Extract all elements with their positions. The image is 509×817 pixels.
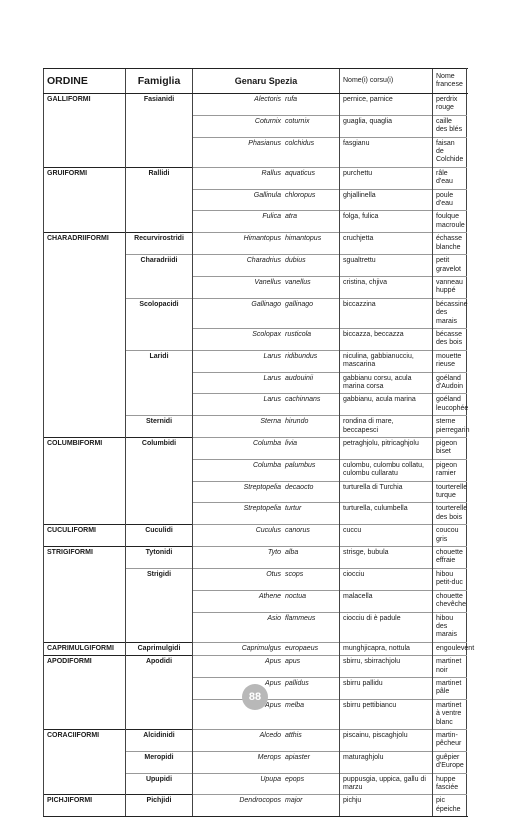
nome-corsu-cell: culombu, culombu collatu, culombu cullaratu	[340, 459, 433, 481]
genaru-spezia-cell	[193, 547, 340, 569]
nome-corsu-cell: turturella di Turchia	[340, 481, 433, 503]
genaru-spezia-cell	[193, 298, 340, 328]
genus-name: Scolopax	[252, 330, 281, 338]
nome-corsu-cell: rondina di mare, beccapesci	[340, 416, 433, 438]
genaru-spezia-cell	[193, 590, 340, 612]
genus-name: Alectoris	[254, 96, 281, 103]
genus-name: Athene	[258, 592, 281, 600]
species-name: dubius	[285, 257, 306, 265]
famiglia-cell: Cuculidi	[126, 525, 193, 547]
species-name: audouinii	[285, 374, 314, 382]
table-row	[44, 372, 467, 394]
header-nome-francese: Nome francese	[433, 69, 467, 94]
species-name: europaeus	[285, 644, 319, 652]
nome-francese-cell: sterne pierregarin	[433, 416, 467, 438]
ordine-cell	[44, 751, 126, 773]
nome-francese-cell: perdrix rouge	[433, 94, 467, 116]
nome-francese-cell: martinet noir	[433, 656, 467, 678]
genus-name: Dendrocopos	[239, 797, 281, 805]
genaru-spezia-cell	[193, 525, 340, 547]
nome-corsu-cell: ciocciu di è padule	[340, 612, 433, 642]
famiglia-cell: Columbidi	[126, 438, 193, 460]
ordine-cell	[44, 276, 126, 298]
table-row	[44, 350, 467, 372]
famiglia-cell	[126, 612, 193, 642]
genus-name: Himantopus	[243, 235, 281, 243]
genus-name: Otus	[266, 570, 281, 578]
famiglia-cell	[126, 137, 193, 167]
genaru-spezia-cell	[193, 642, 340, 655]
table-row	[44, 547, 467, 569]
nome-francese-cell: pigeon ramier	[433, 459, 467, 481]
ordine-cell: PICHJIFORMI	[44, 795, 126, 817]
genaru-spezia-cell	[193, 255, 340, 277]
nome-corsu-cell: biccazzina	[340, 298, 433, 328]
genaru-spezia-cell	[193, 416, 340, 438]
nome-francese-cell: martinet à ventre blanc	[433, 699, 467, 729]
table-row	[44, 795, 467, 817]
ordine-cell	[44, 115, 126, 137]
nome-francese-cell: caille des blés	[433, 115, 467, 137]
nome-francese-cell: guêpier d'Europe	[433, 751, 467, 773]
genaru-spezia-cell	[193, 438, 340, 460]
genus-name: Streptopelia	[243, 483, 281, 491]
nome-corsu-cell: folga, fulica	[340, 211, 433, 233]
nome-francese-cell: échasse blanche	[433, 233, 467, 255]
genus-name: Columba	[252, 440, 281, 447]
genaru-spezia-cell	[193, 350, 340, 372]
table-row	[44, 276, 467, 298]
famiglia-cell	[126, 328, 193, 350]
species-name: alba	[285, 549, 299, 557]
famiglia-cell: Strigidi	[126, 568, 193, 590]
nome-corsu-cell: turturella, culumbella	[340, 503, 433, 525]
ordine-cell	[44, 677, 126, 699]
nome-corsu-cell: pernice, parnice	[340, 94, 433, 116]
nome-corsu-cell: gabbianu corsu, acula marina corsa	[340, 372, 433, 394]
species-name: coturnix	[285, 117, 310, 125]
nome-corsu-cell: gabbianu, acula marina	[340, 394, 433, 416]
table-row	[44, 773, 467, 795]
famiglia-cell: Charadriidi	[126, 255, 193, 277]
genaru-spezia-cell	[193, 211, 340, 233]
nome-francese-cell: goéland leucophée	[433, 394, 467, 416]
ordine-cell: CUCULIFORMI	[44, 525, 126, 547]
genaru-spezia-cell	[193, 372, 340, 394]
genaru-spezia-cell	[193, 137, 340, 167]
nome-francese-cell: pigeon biset	[433, 438, 467, 460]
table-row	[44, 298, 467, 328]
nome-corsu-cell: cruchjetta	[340, 233, 433, 255]
species-name: vanellus	[285, 278, 311, 286]
famiglia-cell: Scolopacidi	[126, 298, 193, 328]
famiglia-cell: Recurvirostridi	[126, 233, 193, 255]
famiglia-cell	[126, 590, 193, 612]
genus-name: Alcedo	[259, 731, 281, 739]
species-name: canorus	[285, 527, 310, 535]
nome-corsu-cell: ciocciu	[340, 568, 433, 590]
species-name: rufa	[285, 96, 298, 103]
ordine-cell	[44, 459, 126, 481]
table-row	[44, 115, 467, 137]
genaru-spezia-cell	[193, 233, 340, 255]
ordine-cell	[44, 481, 126, 503]
species-name: scops	[285, 570, 304, 578]
genaru-spezia-cell	[193, 503, 340, 525]
famiglia-cell: Fasianidi	[126, 94, 193, 116]
famiglia-cell: Alcidinidi	[126, 729, 193, 751]
genaru-spezia-cell	[193, 94, 340, 116]
genus-name: Tyto	[267, 549, 281, 557]
ordine-cell	[44, 298, 126, 328]
nome-francese-cell: hibou petit-duc	[433, 568, 467, 590]
nome-francese-cell: coucou gris	[433, 525, 467, 547]
genaru-spezia-cell	[193, 795, 340, 817]
nome-corsu-cell: sbirru pallidu	[340, 677, 433, 699]
nome-francese-cell: tourterelle des bois	[433, 503, 467, 525]
table-row	[44, 503, 467, 525]
species-name: aquaticus	[285, 169, 315, 177]
ordine-cell	[44, 394, 126, 416]
table-row	[44, 438, 467, 460]
ordine-cell: CORACIIFORMI	[44, 729, 126, 751]
table-row	[44, 416, 467, 438]
nome-corsu-cell: ghjallinella	[340, 189, 433, 211]
famiglia-cell	[126, 189, 193, 211]
nome-corsu-cell: pichju	[340, 795, 433, 817]
genus-name: Larus	[263, 352, 281, 360]
famiglia-cell: Meropidi	[126, 751, 193, 773]
genus-name: Vanellus	[254, 278, 281, 286]
famiglia-cell	[126, 276, 193, 298]
genaru-spezia-cell	[193, 656, 340, 678]
table-row	[44, 211, 467, 233]
table-row	[44, 481, 467, 503]
genus-name: Apus	[265, 679, 281, 687]
genus-name: Sterna	[260, 418, 281, 426]
genaru-spezia-cell	[193, 773, 340, 795]
table-row	[44, 612, 467, 642]
famiglia-cell	[126, 459, 193, 481]
famiglia-cell	[126, 699, 193, 729]
nome-corsu-cell: sbirru, sbirrachjolu	[340, 656, 433, 678]
famiglia-cell: Tytonidi	[126, 547, 193, 569]
species-name: turtur	[285, 505, 302, 513]
genus-name: Larus	[263, 396, 281, 404]
nome-corsu-cell: strisge, bubula	[340, 547, 433, 569]
species-name: epops	[285, 775, 305, 783]
genus-name: Merops	[257, 753, 281, 761]
famiglia-cell	[126, 211, 193, 233]
ordine-cell: GRUIFORMI	[44, 167, 126, 189]
nome-francese-cell: faisan de Colchide	[433, 137, 467, 167]
genus-name: Charadrius	[246, 257, 281, 265]
species-name: palumbus	[285, 461, 316, 469]
nome-francese-cell: martin-pêcheur	[433, 729, 467, 751]
species-name: chloropus	[285, 191, 316, 199]
nome-francese-cell: hibou des marais	[433, 612, 467, 642]
ordine-cell	[44, 328, 126, 350]
nome-corsu-cell: purchettu	[340, 167, 433, 189]
table-row	[44, 642, 467, 655]
species-name: gallinago	[285, 300, 314, 308]
nome-francese-cell: chouette chevêche	[433, 590, 467, 612]
genaru-spezia-cell	[193, 189, 340, 211]
genaru-spezia-cell	[193, 394, 340, 416]
nome-corsu-cell: munghjicapra, nottula	[340, 642, 433, 655]
table-row	[44, 459, 467, 481]
table-row	[44, 394, 467, 416]
species-name: apiaster	[285, 753, 310, 761]
species-name: decaocto	[285, 483, 314, 491]
famiglia-cell: Rallidi	[126, 167, 193, 189]
genaru-spezia-cell	[193, 751, 340, 773]
nome-corsu-cell: piscainu, piscaghjolu	[340, 729, 433, 751]
nome-corsu-cell: cristina, chjiva	[340, 276, 433, 298]
table-row	[44, 137, 467, 167]
genus-name: Columba	[252, 461, 281, 469]
famiglia-cell	[126, 394, 193, 416]
nome-corsu-cell: biccazza, beccazza	[340, 328, 433, 350]
nome-francese-cell: pic épeiche	[433, 795, 467, 817]
table-row	[44, 233, 467, 255]
species-name: rusticola	[285, 330, 312, 338]
ordine-cell	[44, 189, 126, 211]
table-row	[44, 189, 467, 211]
nome-corsu-cell: sbirru pettibiancu	[340, 699, 433, 729]
genus-name: Streptopelia	[243, 505, 281, 513]
famiglia-cell	[126, 372, 193, 394]
ordine-cell	[44, 590, 126, 612]
table-row	[44, 255, 467, 277]
ordine-cell: GALLIFORMI	[44, 94, 126, 116]
page-number: 88	[242, 684, 268, 710]
ordine-cell: COLUMBIFORMI	[44, 438, 126, 460]
nome-francese-cell: râle d'eau	[433, 167, 467, 189]
nome-corsu-cell: malacella	[340, 590, 433, 612]
nome-francese-cell: tourterelle turque	[433, 481, 467, 503]
species-name: noctua	[285, 592, 307, 600]
ordine-cell	[44, 416, 126, 438]
species-name: cachinnans	[285, 396, 321, 404]
species-name: colchidus	[285, 139, 315, 147]
nome-corsu-cell: fasgianu	[340, 137, 433, 167]
species-name: apus	[285, 658, 301, 666]
nome-corsu-cell: niculina, gabbianucciu, mascarina	[340, 350, 433, 372]
nome-corsu-cell: petraghjolu, pitricaghjolu	[340, 438, 433, 460]
genus-name: Rallus	[261, 169, 281, 177]
genus-name: Asio	[267, 614, 281, 622]
nome-francese-cell: engoulevent	[433, 642, 467, 655]
ordine-cell	[44, 568, 126, 590]
genus-name: Apus	[265, 701, 281, 709]
ordine-cell	[44, 372, 126, 394]
genus-name: Cuculus	[255, 527, 281, 535]
header-genaru-spezia: Genaru Spezia	[193, 69, 340, 94]
genaru-spezia-cell	[193, 328, 340, 350]
nome-francese-cell: mouette rieuse	[433, 350, 467, 372]
nome-francese-cell: petit gravelot	[433, 255, 467, 277]
ordine-cell	[44, 773, 126, 795]
nome-francese-cell: huppe fasciée	[433, 773, 467, 795]
genaru-spezia-cell	[193, 568, 340, 590]
table-row	[44, 729, 467, 751]
table-row	[44, 751, 467, 773]
nome-corsu-cell: sgualtrettu	[340, 255, 433, 277]
genus-name: Upupa	[260, 775, 281, 783]
ordine-cell	[44, 350, 126, 372]
nome-francese-cell: goéland d'Audoin	[433, 372, 467, 394]
famiglia-cell	[126, 115, 193, 137]
ordine-cell: CAPRIMULGIFORMI	[44, 642, 126, 655]
genaru-spezia-cell	[193, 459, 340, 481]
header-ordine: ORDINE	[44, 69, 126, 94]
species-name: melba	[285, 701, 305, 709]
table-row	[44, 328, 467, 350]
ordine-cell: CHARADRIIFORMI	[44, 233, 126, 255]
nome-francese-cell: foulque macroule	[433, 211, 467, 233]
ordine-cell	[44, 503, 126, 525]
nome-corsu-cell: guaglia, quaglia	[340, 115, 433, 137]
famiglia-cell	[126, 481, 193, 503]
genaru-spezia-cell	[193, 729, 340, 751]
nome-corsu-cell: puppusgia, uppica, gallu di marzu	[340, 773, 433, 795]
ordine-cell	[44, 612, 126, 642]
famiglia-cell: Laridi	[126, 350, 193, 372]
genaru-spezia-cell	[193, 481, 340, 503]
genus-name: Gallinula	[253, 191, 281, 199]
ordine-cell	[44, 255, 126, 277]
nome-corsu-cell: maturaghjolu	[340, 751, 433, 773]
species-name: major	[285, 797, 303, 805]
nome-francese-cell: chouette effraie	[433, 547, 467, 569]
table-row	[44, 167, 467, 189]
genaru-spezia-cell	[193, 276, 340, 298]
famiglia-cell: Upupidi	[126, 773, 193, 795]
genaru-spezia-cell	[193, 115, 340, 137]
header-famiglia: Famiglia	[126, 69, 193, 94]
nome-francese-cell: bécasse des bois	[433, 328, 467, 350]
genus-name: Fulica	[262, 213, 281, 221]
genus-name: Caprimulgus	[241, 644, 281, 652]
species-name: atra	[285, 213, 298, 221]
famiglia-cell: Apodidi	[126, 656, 193, 678]
ordine-cell	[44, 211, 126, 233]
ordine-cell: APODIFORMI	[44, 656, 126, 678]
famiglia-cell	[126, 677, 193, 699]
species-name: himantopus	[285, 235, 322, 243]
table-row	[44, 568, 467, 590]
genaru-spezia-cell	[193, 612, 340, 642]
genus-name: Apus	[265, 658, 281, 666]
table-header-row	[44, 69, 467, 94]
table-row	[44, 590, 467, 612]
species-name: pallidus	[285, 679, 309, 687]
genus-name: Coturnix	[254, 117, 281, 125]
genus-name: Gallinago	[251, 300, 281, 308]
species-name: flammeus	[285, 614, 316, 622]
species-name: atthis	[285, 731, 302, 739]
nome-corsu-cell: cuccu	[340, 525, 433, 547]
genaru-spezia-cell	[193, 167, 340, 189]
genus-name: Larus	[263, 374, 281, 382]
nome-francese-cell: poule d'eau	[433, 189, 467, 211]
famiglia-cell: Caprimulgidi	[126, 642, 193, 655]
table-row	[44, 525, 467, 547]
header-nome-corsu: Nome(i) corsu(i)	[340, 69, 433, 94]
ordine-cell: STRIGIFORMI	[44, 547, 126, 569]
table-row	[44, 94, 467, 116]
nome-francese-cell: martinet pâle	[433, 677, 467, 699]
nome-francese-cell: vanneau huppé	[433, 276, 467, 298]
famiglia-cell: Sternidi	[126, 416, 193, 438]
ordine-cell	[44, 137, 126, 167]
ordine-cell	[44, 699, 126, 729]
genus-name: Phasianus	[248, 139, 281, 147]
species-name: ridibundus	[285, 352, 318, 360]
table-row	[44, 656, 467, 678]
famiglia-cell: Pichjidi	[126, 795, 193, 817]
species-name: hirundo	[285, 418, 309, 426]
famiglia-cell	[126, 503, 193, 525]
species-name: livia	[285, 440, 298, 447]
nome-francese-cell: bécassine des marais	[433, 298, 467, 328]
